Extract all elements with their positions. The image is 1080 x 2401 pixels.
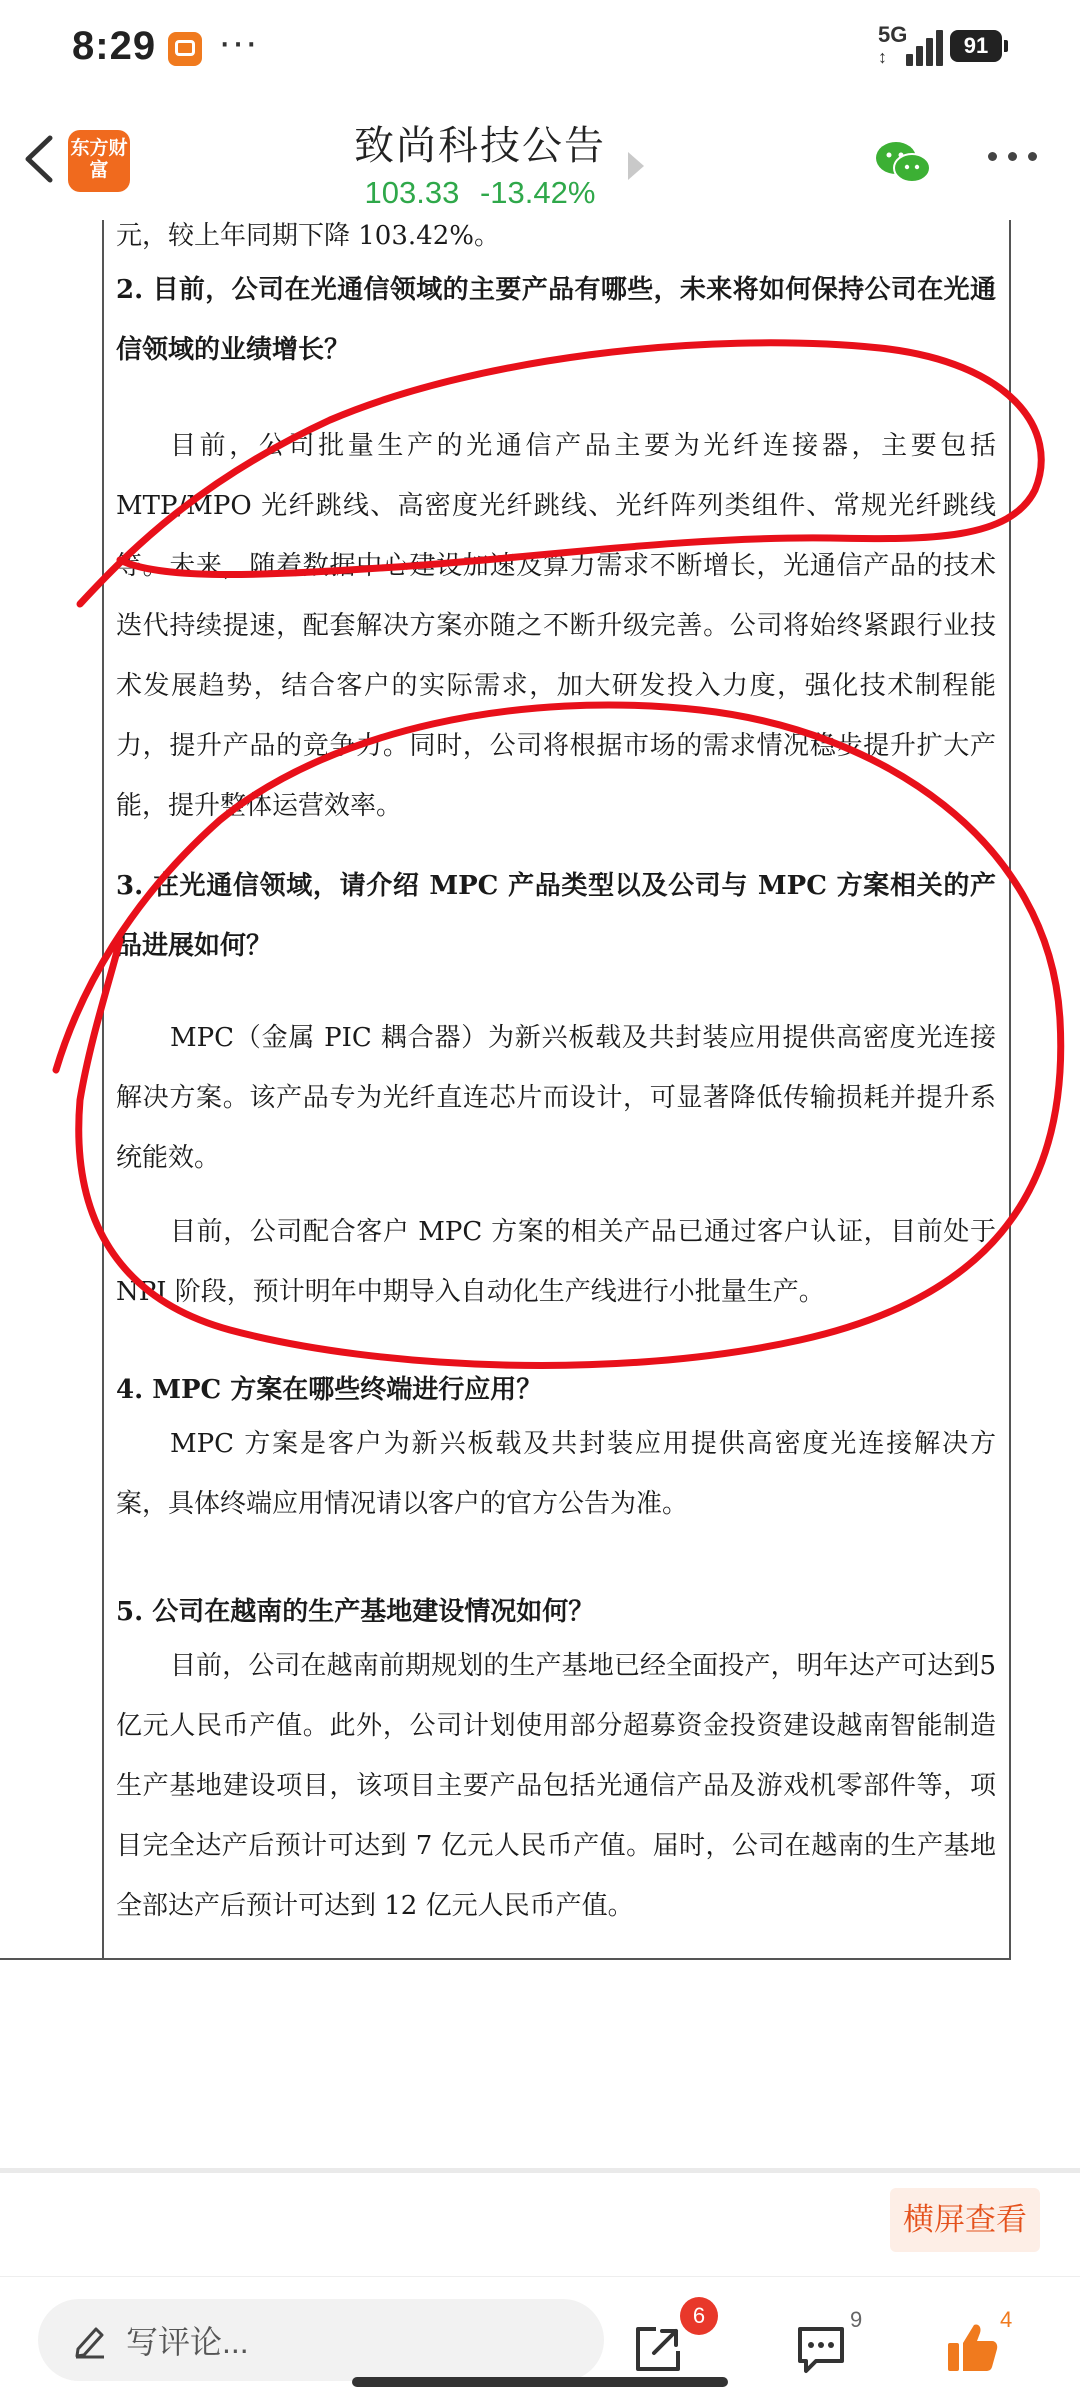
comment-input[interactable] [38, 2299, 604, 2381]
stock-quote [300, 175, 660, 211]
app-header [0, 96, 1080, 220]
question-5: 5. 公司在越南的生产基地建设情况如何？ [116, 1597, 595, 1627]
status-more-indicator: ··· [218, 20, 258, 64]
announcement-document [0, 220, 1080, 1960]
red-annotation-circles [0, 220, 1080, 1960]
home-indicator[interactable] [352, 2377, 728, 2387]
question-3: 3. 在光通信领域，请介绍 MPC 产品类型以及公司与 MPC 方案相关的产品进展如何？ [116, 871, 996, 961]
battery-icon: 91 [950, 30, 1002, 62]
intro-line: 元，较上年同期下降 103.42%。 [116, 221, 500, 251]
comment-count: 9 [850, 2307, 863, 2332]
answer-4: MPC 方案是客户为新兴板载及共封装应用提供高密度光连接解决方案，具体终端应用情况请以客户的官方公告为准。 [116, 1429, 996, 1519]
stock-title-block[interactable] [300, 114, 660, 211]
stock-change: -13.42% [479, 175, 596, 210]
landscape-view-button[interactable]: 横屏查看 [890, 2188, 1040, 2252]
answer-2: 目前，公司批量生产的光通信产品主要为光纤连接器，主要包括MTP/MPO 光纤跳线、高密度光纤跳线、光纤阵列类组件、常规光纤跳线等。未来，随着数据中心建设加速及算力需求不断增长，光通信产品的技术迭代持续提速，配套解决方案亦随之不断升级完善。公司将始终紧跟行业技术发展趋势，结合客户的实际需求，加大研发投入力度，强化技术制程能力，提升产品的竞争力。同时，公司将根据市场的需求情况稳步提升扩大产能，提升整体运营效率。 [116, 431, 996, 821]
question-4: 4. MPC 方案在哪些终端进行应用？ [116, 1375, 543, 1405]
notification-app-icon [168, 32, 202, 66]
thumbs-up-icon[interactable] [944, 2319, 1000, 2375]
network-type: 5G ↕ [878, 22, 908, 67]
eastmoney-logo[interactable]: 东方财富 [68, 130, 130, 192]
answer-3-part-2: 目前，公司配合客户 MPC 方案的相关产品已通过客户认证，目前处于NPI 阶段，预计明年中期导入自动化生产线进行小批量生产。 [116, 1217, 996, 1307]
section-divider [0, 2168, 1080, 2173]
wechat-share-icon[interactable] [874, 140, 932, 186]
pen-icon [72, 2321, 108, 2359]
bottom-action-bar [0, 2276, 1080, 2401]
stock-price: 103.33 [364, 175, 460, 210]
play-triangle-icon[interactable] [628, 152, 644, 180]
annotation-circle-1 [80, 343, 1041, 604]
like-count: 4 [1000, 2307, 1013, 2332]
annotation-circle-2 [56, 705, 1061, 1366]
status-time: 8:29 [72, 24, 157, 68]
network-label: 5G [878, 22, 908, 47]
signal-icon [906, 30, 948, 66]
share-icon[interactable] [632, 2323, 684, 2375]
question-2: 2. 目前，公司在光通信领域的主要产品有哪些，未来将如何保持公司在光通信领域的业绩增长？ [116, 275, 996, 365]
comment-placeholder: 写评论... [126, 2324, 249, 2360]
share-badge: 6 [680, 2297, 718, 2335]
back-arrow-icon[interactable] [18, 134, 62, 184]
status-bar [0, 0, 1080, 96]
comment-icon[interactable] [794, 2323, 848, 2375]
answer-5: 目前，公司在越南前期规划的生产基地已经全面投产，明年达产可达到5 亿元人民币产值。此外，公司计划使用部分超募资金投资建设越南智能制造生产基地建设项目，该项目主要产品包括光通信产品及游戏机零部件等，项目完全达产后预计可达到 7 亿元人民币产值。届时，公司在越南的生产基地全部达产后预计可达到 12 亿元人民币产值。 [116, 1651, 996, 1921]
page-title: 致尚科技公告 [354, 124, 606, 168]
more-options-icon[interactable] [988, 152, 1040, 164]
answer-3-part-1: MPC（金属 PIC 耦合器）为新兴板载及共封装应用提供高密度光连接解决方案。该产品专为光纤直连芯片而设计，可显著降低传输损耗并提升系统能效。 [116, 1023, 996, 1173]
